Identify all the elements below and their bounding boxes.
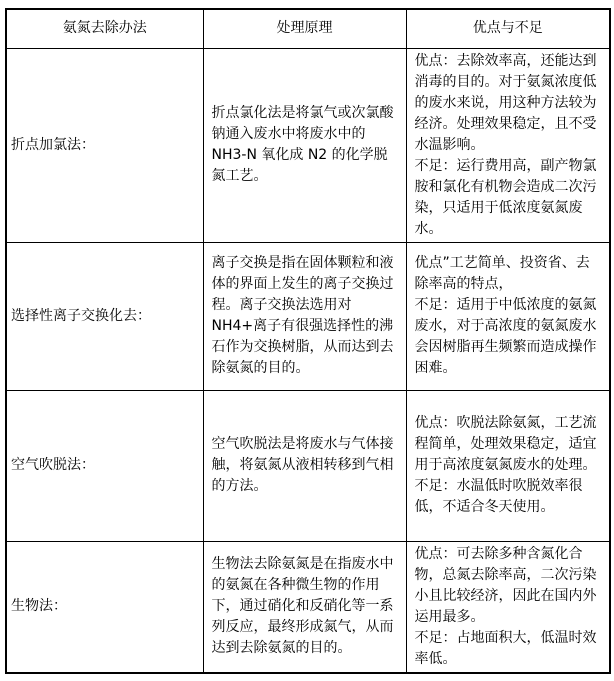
disadvantages-text: 不足：运行费用高，副产物氯胺和氯化有机物会造成二次污染，只适用于低浓度氨氮废水。 (414, 157, 597, 237)
method-cell: 折点加氯法： (6, 48, 203, 242)
advantages-text: 优点：吹脱法除氨氮，工艺流程简单，处理效果稳定，适宜用于高浓度氨氮废水的处理。 (414, 415, 597, 473)
advantages-text: 优点：去除效率高，还能达到消毒的目的。对于氨氮浓度低的废水来说，用这种方法较为经济。处理效果稳定，且不受水温影响。 (414, 52, 597, 153)
ammonia-removal-table (5, 8, 611, 674)
table-row-ion-exchange (6, 242, 610, 390)
principle-cell: 折点氯化法是将氯气或次氯酸钠通入废水中将废水中的NH3-N 氧化成 N2 的化学脱氮工艺。 (203, 48, 406, 242)
method-cell: 选择性离子交换化去： (6, 242, 203, 390)
method-cell: 空气吹脱法： (6, 390, 203, 541)
header-row (6, 9, 610, 48)
header-method: 氨氮去除办法 (6, 9, 203, 48)
method-cell: 生物法： (6, 541, 203, 673)
principle-cell: 生物法去除氨氮是在指废水中的氨氮在各种微生物的作用下，通过硝化和反硝化等一系列反应，最终形成氮气，从而达到去除氨氮的目的。 (203, 541, 406, 673)
disadvantages-text: 不足：水温低时吹脱效率很低，不适合冬天使用。 (414, 478, 583, 515)
table-row-breakpoint-chlorination (6, 48, 610, 242)
header-pros-cons: 优点与不足 (406, 9, 610, 48)
advantages-text: 优点：可去除多种含氮化合物，总氮去除率高，二次污染小且比较经济，因此在国内外运用最多。 (414, 545, 597, 625)
pros-cons-cell (406, 541, 610, 673)
table-row-air-stripping (6, 390, 610, 541)
advantages-text: 优点”工艺简单、投资省、去除率高的特点， (414, 255, 590, 292)
principle-cell: 离子交换是指在固体颗粒和液体的界面上发生的离子交换过程。离子交换法选用对 NH4+离子有很强选择性的沸石作为交换树脂，从而达到去除氨氮的目的。 (203, 242, 406, 390)
pros-cons-cell (406, 242, 610, 390)
header-principle: 处理原理 (203, 9, 406, 48)
principle-cell: 空气吹脱法是将废水与气体接触，将氨氮从液相转移到气相的方法。 (203, 390, 406, 541)
pros-cons-cell (406, 48, 610, 242)
disadvantages-text: 不足：占地面积大，低温时效率低。 (414, 629, 597, 667)
pros-cons-cell (406, 390, 610, 541)
disadvantages-text: 不足：适用于中低浓度的氨氮废水，对于高浓度的氨氮废水会因树脂再生频繁而造成操作困难。 (414, 297, 597, 376)
table-row-biological (6, 541, 610, 673)
